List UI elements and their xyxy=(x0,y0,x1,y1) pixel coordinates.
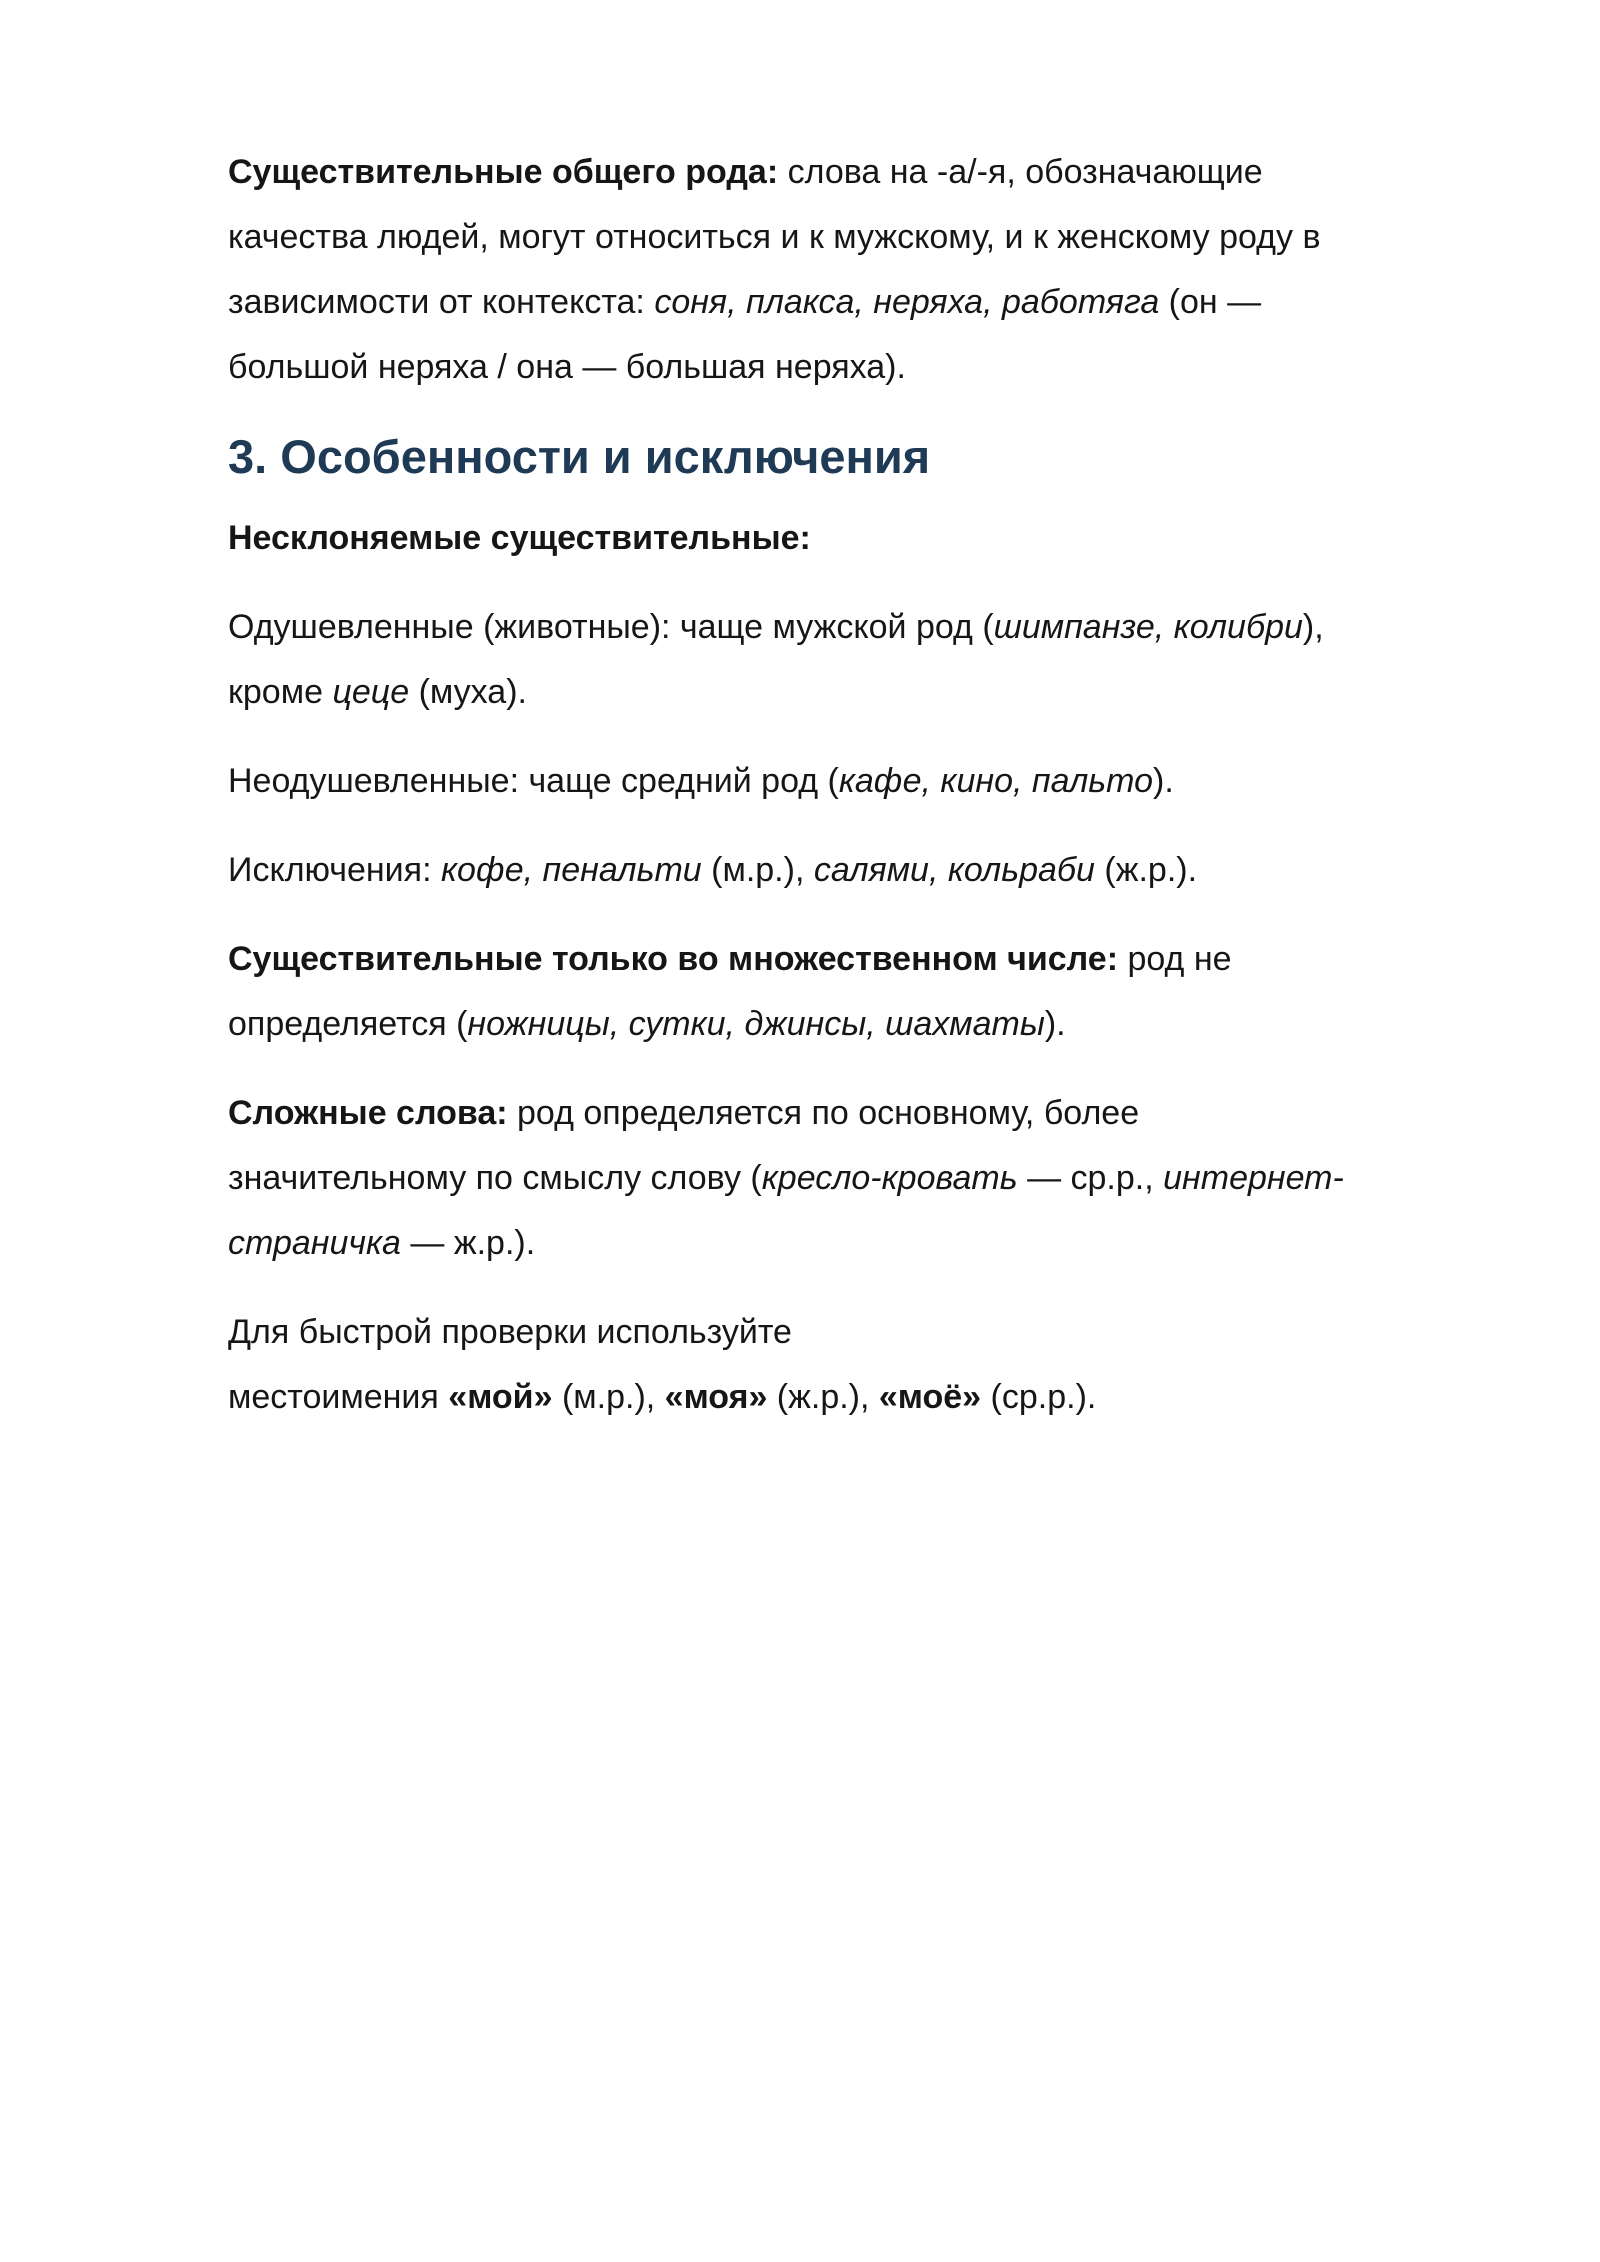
para-common-gender xyxy=(228,140,1480,400)
text-line xyxy=(228,335,1480,400)
para-animate-nouns xyxy=(228,595,1480,725)
text-run: ). xyxy=(1044,1005,1066,1043)
text-line xyxy=(228,270,1480,335)
text-run: (ж.р.). xyxy=(1094,851,1198,889)
text-run: (м.р.), xyxy=(552,1378,665,1416)
italic-text-run: соня, плакса, неряха, работяга xyxy=(654,283,1160,321)
bold-text-run: «моя» xyxy=(664,1378,768,1416)
section-3-heading: 3. Особенности и исключения xyxy=(228,430,931,483)
text-run: (муха). xyxy=(409,673,527,711)
text-line xyxy=(228,1081,1480,1146)
bold-text-run: «моё» xyxy=(878,1378,982,1416)
text-run: качества людей, могут относиться и к мужскому, и к женскому роду в xyxy=(228,218,1321,256)
bold-text-run: Существительные общего рода: xyxy=(228,153,779,191)
text-run: кроме xyxy=(228,673,333,711)
text-run: Для быстрой проверки используйте xyxy=(228,1313,792,1351)
italic-text-run: интернет- xyxy=(1163,1159,1344,1197)
text-run: (он — xyxy=(1159,283,1262,321)
text-run: — ж.р.). xyxy=(400,1224,536,1262)
text-line xyxy=(228,205,1480,270)
text-line xyxy=(228,1146,1480,1211)
text-run: род не xyxy=(1118,940,1232,978)
bold-text-run: Существительные только во множественном числе: xyxy=(228,940,1119,978)
bold-text-run: Сложные слова: xyxy=(228,1094,508,1132)
text-run: Одушевленные (животные): чаще мужской род ( xyxy=(228,608,994,646)
bold-text-run: «мой» xyxy=(448,1378,553,1416)
text-run: местоимения xyxy=(228,1378,449,1416)
text-run: слова на -а/-я, обозначающие xyxy=(778,153,1263,191)
text-line xyxy=(228,838,1480,903)
italic-text-run: кофе, пенальти xyxy=(440,851,702,889)
text-line xyxy=(228,1365,1480,1430)
para-exceptions xyxy=(228,838,1480,903)
text-run: (ср.р.). xyxy=(981,1378,1097,1416)
italic-text-run: шимпанзе, колибри xyxy=(993,608,1303,646)
text-run: большой неряха / она — большая неряха). xyxy=(228,348,906,386)
italic-text-run: страничка xyxy=(228,1224,401,1262)
text-line xyxy=(228,1211,1480,1276)
text-line xyxy=(228,927,1480,992)
italic-text-run: кресло-кровать xyxy=(761,1159,1018,1197)
para-plural-only xyxy=(228,927,1480,1057)
italic-text-run: цеце xyxy=(332,673,410,711)
italic-text-run: салями, кольраби xyxy=(813,851,1095,889)
para-inanimate-nouns xyxy=(228,749,1480,814)
text-run: ), xyxy=(1302,608,1324,646)
text-run: зависимости от контекста: xyxy=(228,283,655,321)
para-compound-words xyxy=(228,1081,1480,1276)
text-line xyxy=(228,660,1480,725)
text-line xyxy=(228,1300,1480,1365)
bold-text-run: Несклоняемые существительные: xyxy=(228,519,811,557)
text-run: (м.р.), xyxy=(701,851,814,889)
text-line xyxy=(228,992,1480,1057)
text-line xyxy=(228,506,1480,571)
text-line xyxy=(228,595,1480,660)
italic-text-run: ножницы, сутки, джинсы, шахматы xyxy=(467,1005,1045,1043)
para-pronoun-check xyxy=(228,1300,1480,1430)
text-run: — ср.р., xyxy=(1017,1159,1164,1197)
text-run: значительному по смыслу слову ( xyxy=(228,1159,762,1197)
text-run: (ж.р.), xyxy=(767,1378,879,1416)
para-indeclinable-label xyxy=(228,506,1480,571)
text-run: Исключения: xyxy=(228,851,441,889)
italic-text-run: кафе, кино, пальто xyxy=(838,762,1154,800)
text-line xyxy=(228,749,1480,814)
text-run: определяется ( xyxy=(228,1005,468,1043)
text-run: ). xyxy=(1153,762,1174,800)
text-line xyxy=(228,140,1480,205)
text-run: род определяется по основному, более xyxy=(507,1094,1140,1132)
text-run: Неодушевленные: чаще средний род ( xyxy=(228,762,839,800)
